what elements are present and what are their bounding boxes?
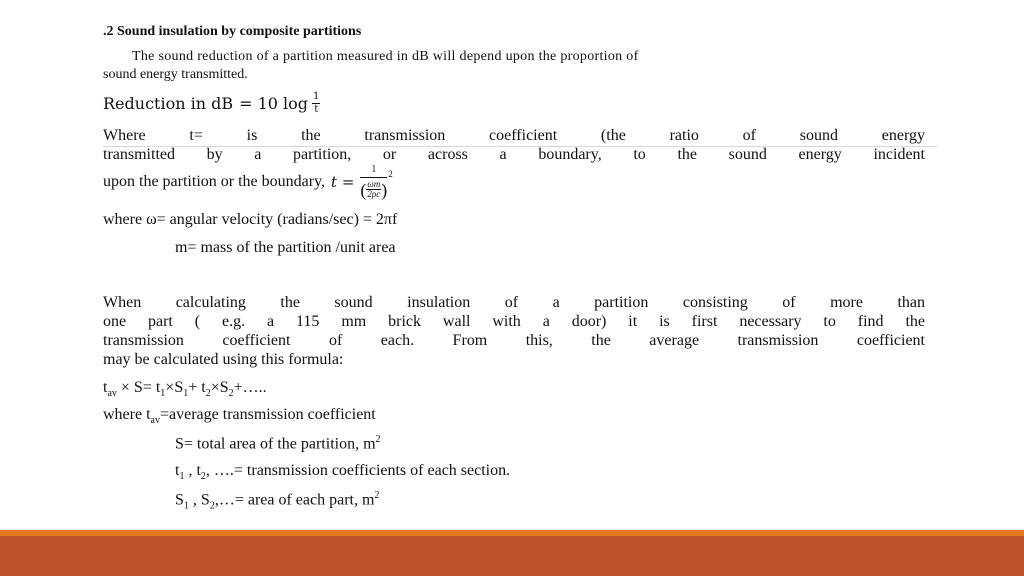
where-t-line-2: transmitted by a partition, or across a boundary, to the sound energy incident xyxy=(103,146,925,163)
formula-denominator: t xyxy=(314,104,319,115)
calc-line-4: may be calculated using this formula: xyxy=(103,351,344,368)
omega-numerator: ωm xyxy=(367,179,381,189)
where-t-line-3 xyxy=(103,165,925,199)
def-t: $t_1$ , $t_2$, ….= transmission coefficients of each section. xyxy=(175,462,511,483)
omega-fraction xyxy=(366,180,381,199)
intro-line-1: The sound reduction of a partition measured in dB will depend upon the proportion of xyxy=(132,49,639,64)
footer-bar xyxy=(0,536,1024,576)
t-formula-lhs: t = xyxy=(331,173,355,191)
intro-line-2: sound energy transmitted. xyxy=(103,67,248,82)
t-numerator: 1 xyxy=(360,165,387,178)
calc-line-3: transmission coefficient of each. From this, the average transmission coefficient xyxy=(103,332,925,349)
formula-lhs: Reduction in dB xyxy=(103,94,234,113)
t-denominator: ( $\frac{\omega m}{2\rho c}$ ) xyxy=(360,179,388,200)
omega-line: where ω= angular velocity (radians/sec) = 2πf xyxy=(103,211,398,228)
def-tav: where $t_{av}=average$ transmission coefficient xyxy=(103,406,376,427)
t-exponent: 2 xyxy=(388,169,393,179)
formula-eq: = 10 log xyxy=(239,94,309,113)
formula-fraction xyxy=(312,92,320,115)
where-t-line-1: Where t= is the transmission coefficient (the ratio of sound energy xyxy=(103,127,925,144)
def-area: $S_1$ , $S_2,\dots=$ area of each part, $m^2$ xyxy=(175,490,380,512)
reduction-formula xyxy=(103,92,320,115)
t-formula xyxy=(331,165,393,199)
average-formula: $t_{av} \times S= t_1\times S_1+$ $t_2\times S_2+\dots$.. xyxy=(103,379,267,400)
section-heading: .2 Sound insulation by composite partitions xyxy=(103,24,362,39)
where-t-line-3-text: upon the partition or the boundary, xyxy=(103,173,326,190)
def-s: S= total area of the partition, $m^2$ xyxy=(175,434,381,453)
t-fraction xyxy=(360,165,387,199)
omega-denominator: 2ρc xyxy=(367,189,381,199)
calc-line-2: one part ( e.g. a 115 mm brick wall with a door) it is first necessary to find the xyxy=(103,313,925,330)
mass-line: m= mass of the partition /unit area xyxy=(175,239,396,256)
calc-line-1: When calculating the sound insulation of a partition consisting of more than xyxy=(103,294,925,311)
formula-numerator: 1 xyxy=(313,91,320,102)
